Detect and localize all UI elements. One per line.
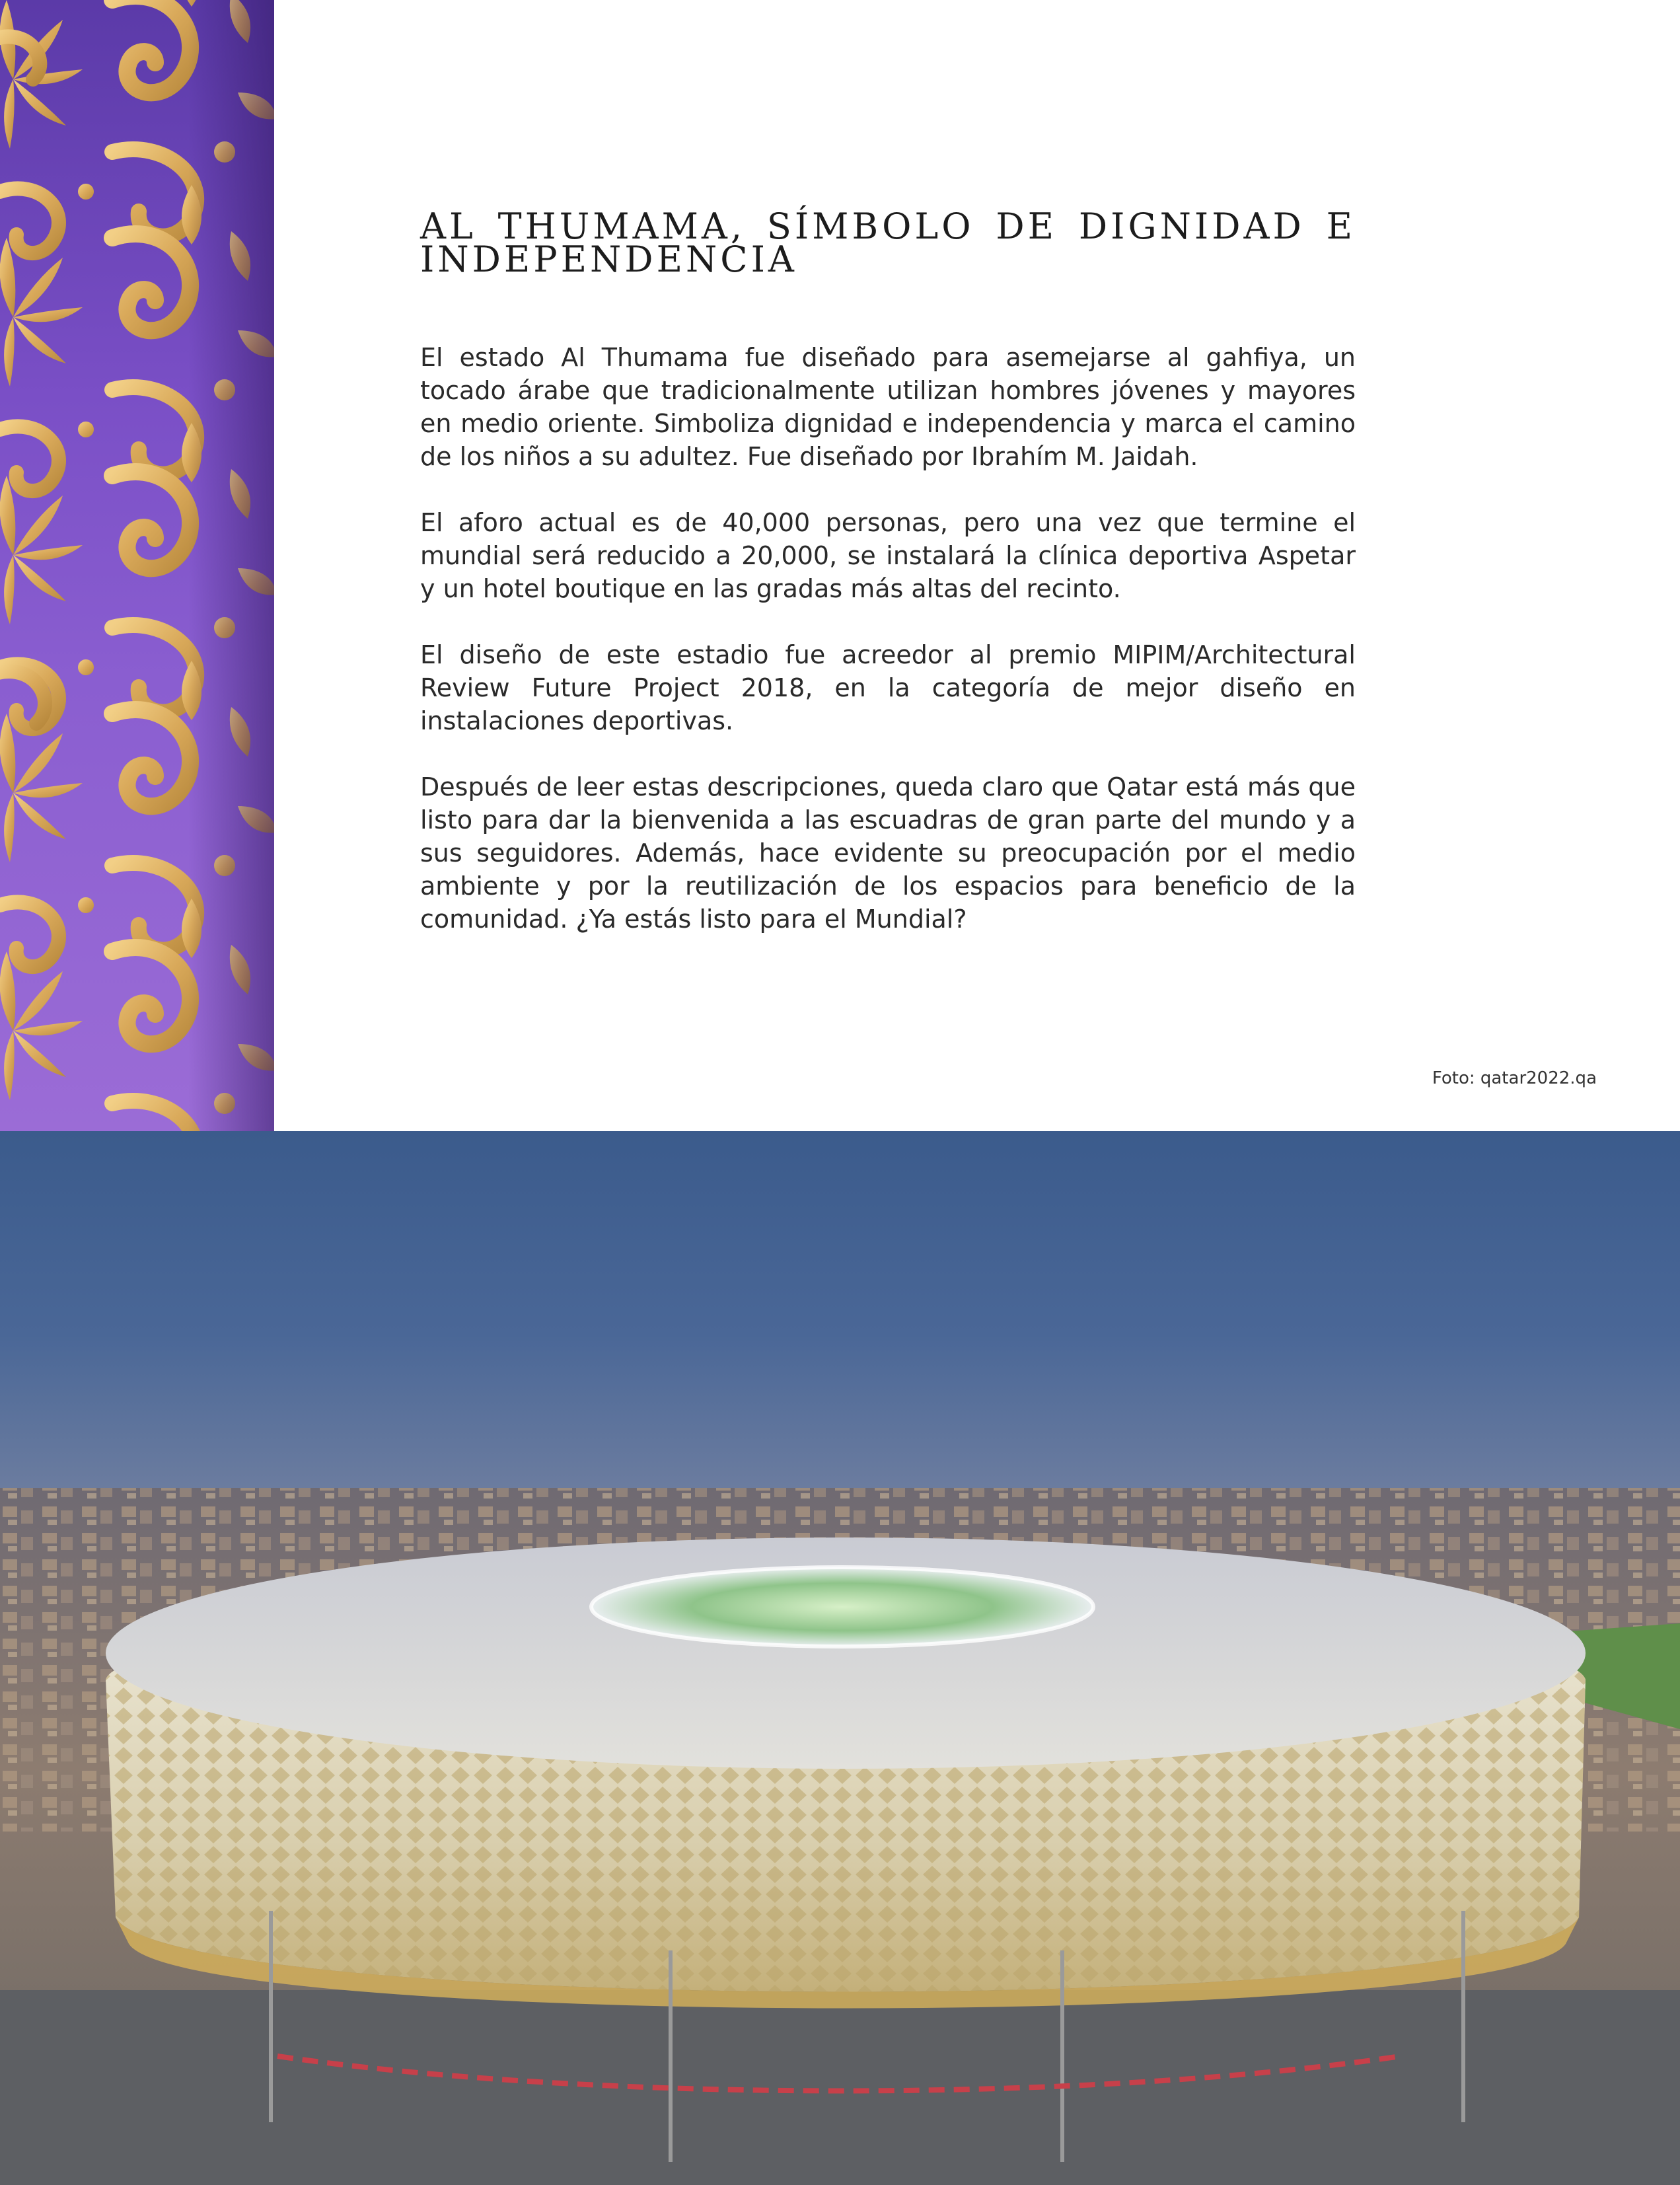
article-paragraphs bbox=[420, 341, 1356, 936]
photo-credit: Foto: qatar2022.qa bbox=[1432, 1068, 1597, 1088]
paragraph-capacity: El aforo actual es de 40,000 personas, pero una vez que termine el mundial será reducido a 20,000, se instalará la clínica deportiva Aspetar y un hotel boutique en las gradas más altas del recinto. bbox=[420, 508, 1356, 603]
article-body bbox=[420, 205, 1356, 969]
paragraph-conclusion: Después de leer estas descripciones, queda claro que Qatar está más que listo para dar la bienvenida a las escuadras de gran parte del mundo y a sus seguidores. Además, hace evidente su preocupación por el medio ambiente y por la reutilización de los espacios para beneficio de la comunidad. ¿Ya estás listo para el Mundial? bbox=[420, 772, 1356, 934]
paragraph-design-origin: El estado Al Thumama fue diseñado para asemejarse al gahfiya, un tocado árabe que tradicionalmente utilizan hombres jóvenes y mayores en medio oriente. Simboliza dignidad e independencia y marca el camino de los niños a su adultez. Fue diseñado por Ibrahím M. Jaidah. bbox=[420, 343, 1356, 471]
stadium-photo bbox=[0, 1131, 1680, 2185]
article-title: AL THUMAMA, SÍMBOLO DE DIGNIDAD E INDEPENDENCIA bbox=[420, 205, 1356, 280]
decorative-ornament-sidebar bbox=[0, 0, 274, 1131]
al-thumama-stadium-image bbox=[0, 1131, 1680, 2185]
sidebar-shadow bbox=[188, 0, 274, 1131]
paragraph-award: El diseño de este estadio fue acreedor al premio MIPIM/Architectural Review Future Project 2018, en la categoría de mejor diseño en instalaciones deportivas. bbox=[420, 640, 1356, 735]
